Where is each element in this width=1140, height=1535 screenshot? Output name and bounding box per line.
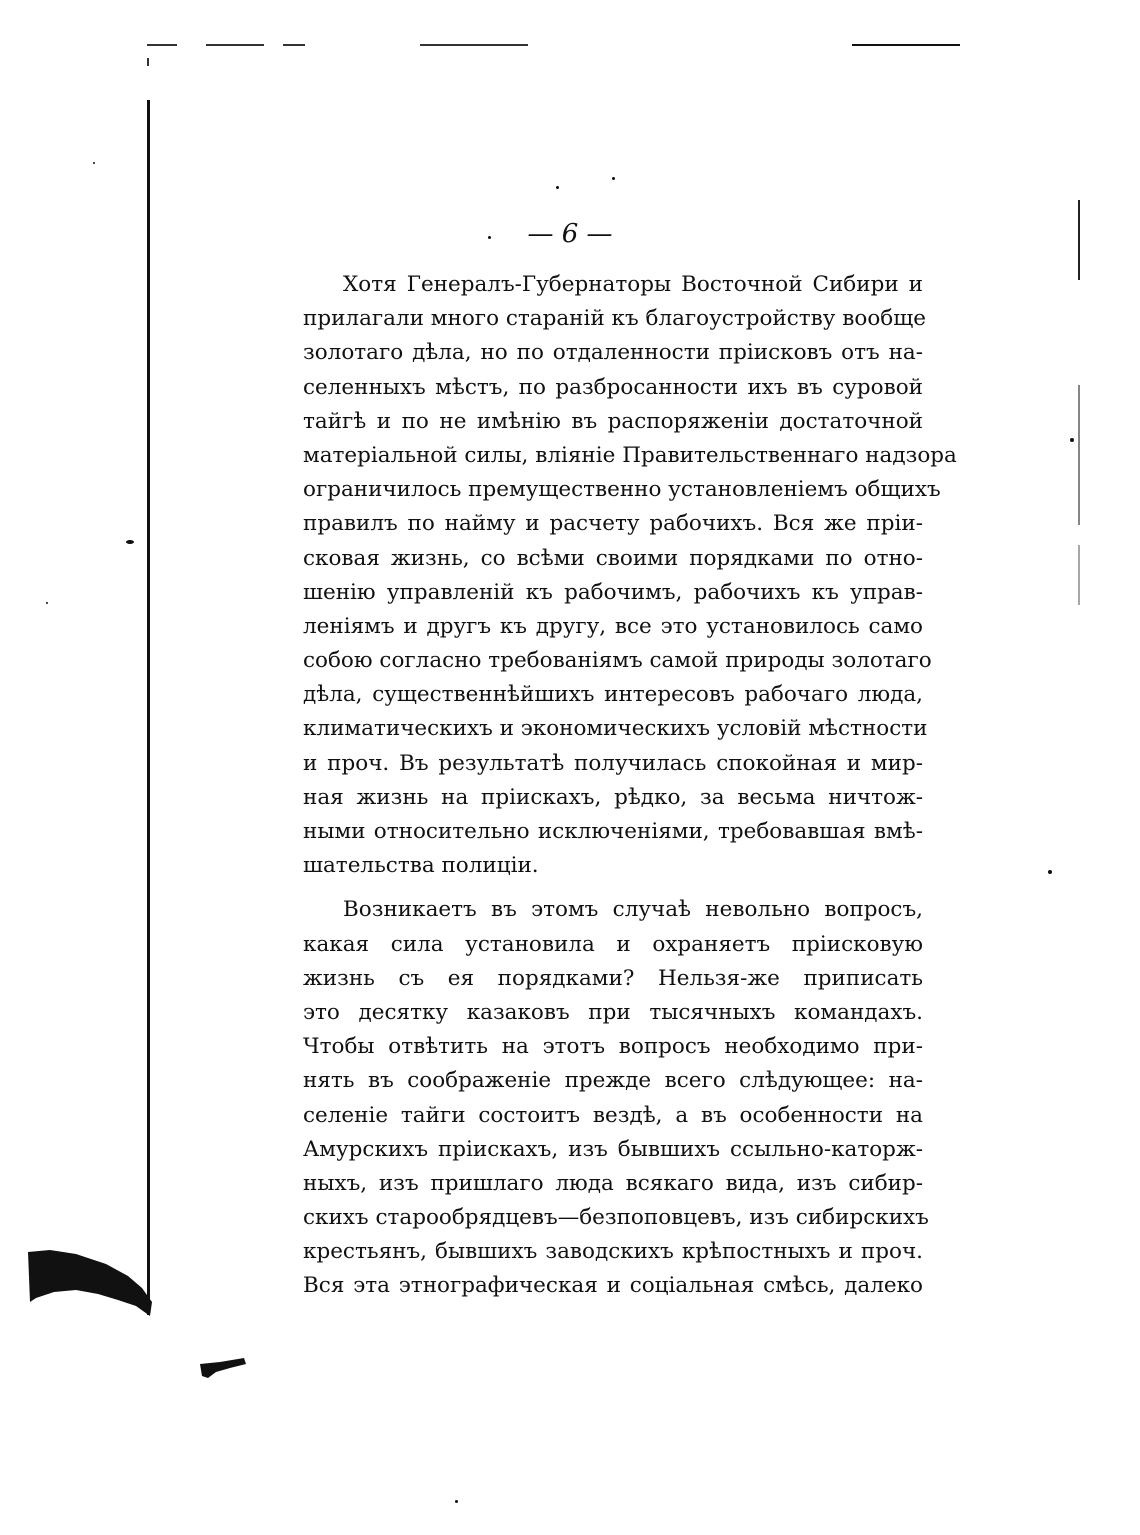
text-line: ограничилось премущественно установленіемъ общихъ	[303, 477, 941, 503]
text-line: ными относительно исключеніями, требовавшая вмѣ-	[303, 819, 923, 844]
scan-speck	[93, 162, 95, 164]
text-line: селенныхъ мѣстъ, по разбросанности ихъ въ суровой	[303, 374, 923, 400]
text-line: это десятку казаковъ при тысячныхъ командахъ.	[303, 999, 923, 1025]
text-line: ныхъ, изъ пришлаго люда всякаго вида, изъ сибир-	[303, 1170, 923, 1196]
scan-dash	[283, 44, 305, 46]
scan-edge-mark	[1078, 385, 1080, 525]
scan-speck	[46, 602, 48, 604]
text-line: дѣла, существеннѣйшихъ интересовъ рабочаго люда,	[303, 682, 923, 708]
text-line: Амурскихъ пріискахъ, изъ бывшихъ ссыльно-каторж-	[303, 1136, 923, 1162]
paragraph	[303, 268, 957, 883]
text-line: Возникаетъ въ этомъ случаѣ невольно вопросъ,	[343, 897, 923, 923]
text-line: нять въ соображеніе прежде всего слѣдующее: на-	[303, 1068, 923, 1094]
text-line: тайгѣ и по не имѣнію въ распоряженіи достаточной	[303, 408, 923, 434]
scan-edge-mark	[1078, 200, 1080, 280]
text-line: Чтобы отвѣтить на этотъ вопросъ необходимо при-	[303, 1034, 923, 1060]
text-line: собою согласно требованіямъ самой природы золотаго	[303, 648, 932, 674]
scan-speck	[126, 540, 134, 544]
text-line: Хотя Генералъ-Губернаторы Восточной Сибири и	[343, 272, 923, 297]
text-line: Вся эта этнографическая и соціальная смѣсь, далеко	[303, 1273, 923, 1299]
text-line: шательства полиціи.	[303, 853, 539, 879]
scan-speck	[1048, 870, 1052, 874]
body-text	[303, 268, 957, 1304]
ink-blot	[28, 1250, 158, 1320]
text-line: леніямъ и другъ къ другу, все это установилось само	[303, 613, 923, 639]
text-line: и проч. Въ результатѣ получилась спокойная и мир-	[303, 750, 923, 776]
ink-blot	[200, 1358, 246, 1380]
scan-speck	[455, 1500, 458, 1503]
text-line: правилъ по найму и расчету рабочихъ. Вся же пріи-	[303, 511, 923, 537]
binding-edge	[147, 100, 150, 1315]
paragraph	[303, 893, 929, 1303]
scan-dash	[420, 44, 528, 46]
text-line: прилагали много стараній къ благоустройству вообще	[303, 306, 926, 332]
text-line: крестьянъ, бывшихъ заводскихъ крѣпостныхъ и проч.	[303, 1239, 923, 1265]
scan-dash	[147, 44, 177, 46]
text-line: ная жизнь на пріискахъ, рѣдко, за весьма ничтож-	[303, 784, 923, 810]
page-number: — 6 —	[527, 219, 613, 249]
text-line: селеніе тайги состоитъ вездѣ, а въ особенности на	[303, 1102, 923, 1128]
scan-tick	[147, 58, 149, 66]
text-line: шенію управленій къ рабочимъ, рабочихъ къ управ-	[303, 579, 923, 605]
text-line: какая сила установила и охраняетъ пріисковую	[303, 931, 923, 957]
text-line: жизнь съ ея порядками? Нельзя-же приписать	[303, 965, 923, 991]
scan-dash	[206, 44, 264, 46]
top-rule	[852, 44, 960, 46]
text-line: скихъ старообрядцевъ—безпоповцевъ, изъ сибирскихъ	[303, 1205, 929, 1231]
scan-speck	[612, 177, 615, 180]
text-line: матеріальной силы, вліяніе Правительственнаго надзора	[303, 442, 957, 468]
text-line: сковая жизнь, со всѣми своими порядками по отно-	[303, 545, 923, 571]
scan-edge-mark	[1078, 545, 1080, 605]
scan-speck	[1070, 438, 1074, 442]
text-line: климатическихъ и экономическихъ условій мѣстности	[303, 716, 928, 742]
text-line: золотаго дѣла, но по отдаленности пріисковъ отъ на-	[303, 340, 923, 366]
scan-speck	[556, 186, 559, 189]
